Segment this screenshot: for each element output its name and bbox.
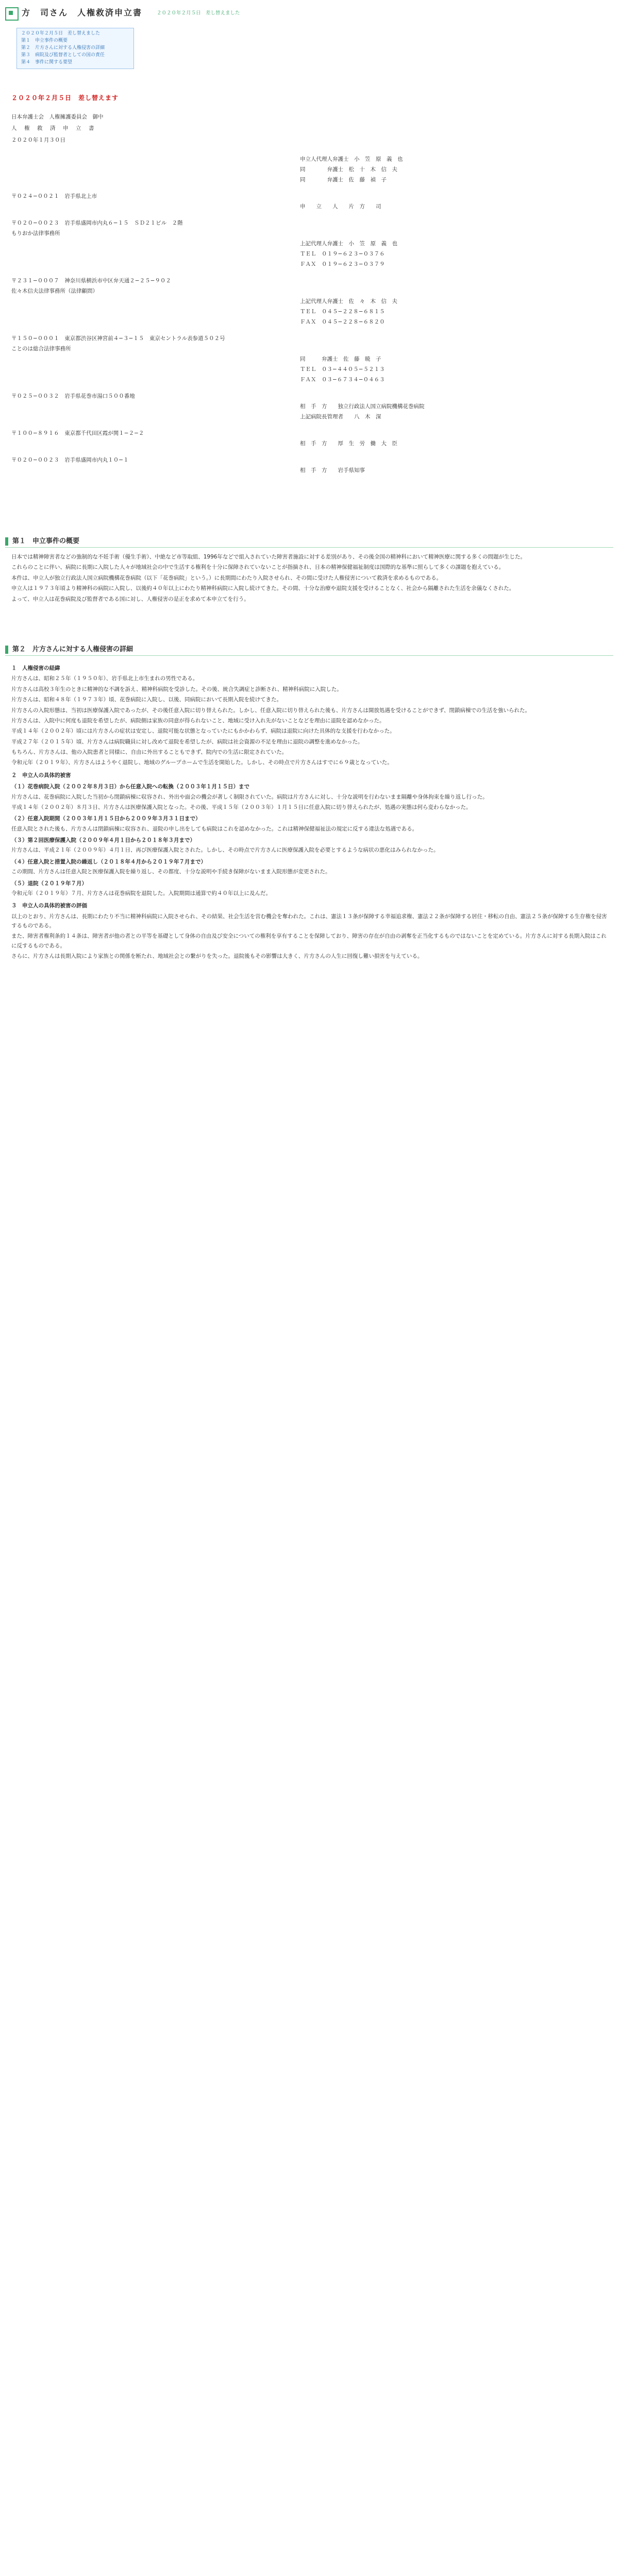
party-name: ＦＡＸ ０１９−６２３−０３７９ — [300, 261, 385, 267]
party-name: ＴＥＬ ０１９−６２３−０３７６ — [300, 251, 385, 257]
paragraph: よって、申立人は花巻病院及び監督者である国に対し、人権侵害の是正を求めて本申立てを行う。 — [11, 596, 249, 602]
paragraph: 片方さんは、昭和２５年（１９５０年）、岩手県北上市生まれの男性である。 — [11, 675, 198, 682]
party-name: 相 手 方 厚 生 労 働 大 臣 — [300, 440, 397, 447]
paragraph: 片方さんは、入院中に何度も退院を希望したが、病院側は家族の同意が得られないこと、地域に受け入れ先がないことなどを理由に退院を認めなかった。 — [11, 717, 385, 724]
section-marker-icon — [5, 537, 8, 546]
section-body — [11, 552, 608, 605]
party-name: ＴＥＬ ０３−４４０５−５２１３ — [300, 366, 385, 372]
party-name: 上記病院長管理者 八 木 深 — [300, 414, 381, 420]
toc-item[interactable]: 第４ 事件に関する要望 — [21, 59, 73, 65]
section-title: 第２ 片方さんに対する人権侵害の詳細 — [12, 645, 133, 653]
paragraph: 令和元年（２０１９年）７月、片方さんは花巻病院を退院した。入院期間は通算で約４０年以上に及んだ。 — [11, 890, 271, 896]
paragraph: （４）任意入院と措置入院の繰返し（２０１８年４月から２０１９年７月まで） — [11, 858, 206, 865]
party-address: 〒１５０−０００１ 東京都渋谷区神宮前４−３−１５ 東京セントラル表参道５０２号 — [11, 335, 225, 342]
party-address: 佐々木信夫法律事務所（法律顧問） — [11, 288, 98, 294]
party-address: 〒０２４−００２１ 岩手県北上市 — [11, 193, 97, 199]
addressee-line: 日本弁護士会 人権擁護委員会 御中 — [11, 114, 104, 120]
party-address: もりおか法律事務所 — [11, 230, 60, 236]
paragraph: 平成１４年（２００２年）８月３日、片方さんは医療保護入院となった。その後、平成１５年（２００３年）１月１５日に任意入院に切り替えられたが、処遇の実態は何ら変わらなかった。 — [11, 804, 472, 810]
party-name: ＦＡＸ ０３−６７３４−０４６３ — [300, 377, 385, 383]
document-header — [5, 5, 240, 21]
party-name: 申 立 人 片 方 司 — [300, 204, 381, 210]
party-name: 申立人代理人弁護士 小 笠 原 義 也 — [300, 156, 403, 162]
section-body — [11, 660, 608, 962]
paragraph: 片方さんは、花巻病院に入院した当初から閉鎖病棟に収容され、外出や面会の機会が著しく制限されていた。病院は片方さんに対し、十分な説明を行わないまま隔離や身体拘束を繰り返し行った。 — [11, 793, 488, 800]
party-row — [11, 455, 527, 465]
update-note: ２０２０年２月５日 差し替えました — [157, 10, 240, 16]
page-title: 方 司さん 人権救済申立書 — [22, 8, 143, 18]
party-address: 〒１００−８９１６ 東京都千代田区霞が関１−２−２ — [11, 430, 144, 436]
toc-item[interactable]: ２０２０年２月５日 差し替えました — [21, 31, 101, 36]
party-name: 上記代理人弁護士 佐 々 木 信 夫 — [300, 298, 397, 304]
party-row — [11, 218, 527, 228]
party-name: 上記代理人弁護士 小 笠 原 義 也 — [300, 241, 397, 247]
party-row — [11, 229, 527, 238]
party-name: 相 手 方 岩手県知事 — [300, 467, 365, 473]
toc-item[interactable]: 第３ 病院及び監督者としての国の責任 — [21, 52, 105, 58]
subsection-heading: １ 人権侵害の経緯 — [11, 665, 60, 671]
party-row — [11, 392, 527, 401]
party-name: 同 弁護士 佐 藤 暁 子 — [300, 356, 381, 362]
paragraph: この期間、片方さんは任意入院と医療保護入院を繰り返し、その都度、十分な説明や手続き保障がないまま入院形態が変更された。 — [11, 869, 331, 875]
filing-date: ２０２０年１月３０日 — [11, 137, 65, 143]
paragraph: これらのことに伴い、病院に長期に入院した人々が地域社会の中で生活する権利を十分に保障されていないことが指摘され、日本の精神保健福祉制度は国際的な基準に照らして多くの課題を抱えている。 — [11, 564, 505, 571]
section-title: 第１ 申立事件の概要 — [12, 537, 80, 545]
paragraph: 平成１４年（２００２年）頃には片方さんの症状は安定し、退院可能な状態となっていたにもかかわらず、病院は退院に向けた具体的な支援を行わなかった。 — [11, 728, 395, 735]
party-name: 相 手 方 独立行政法人国立病院機構花巻病院 — [300, 403, 425, 410]
party-name: ＦＡＸ ０４５−２２８−６８２０ — [300, 319, 385, 325]
party-address: ことのは総合法律事務所 — [11, 346, 71, 352]
paragraph: （２）任意入院期間（２００３年１月１５日から２００９年３月３１日まで） — [11, 816, 201, 822]
section-heading — [5, 536, 613, 548]
paragraph: 以上のとおり、片方さんは、長期にわたり不当に精神科病院に入院させられ、その結果、社会生活を営む機会を奪われた。これは、憲法１３条が保障する幸福追求権、憲法２２条が保障する居住・移転の自由、憲法２５条が保障する生存権を侵害するものである。 — [11, 913, 607, 929]
subsection-heading: ３ 申立人の具体的被害の評価 — [11, 903, 87, 909]
party-name: ＴＥＬ ０４５−２２８−６８１５ — [300, 309, 385, 315]
party-row — [11, 344, 527, 353]
party-row — [11, 429, 527, 438]
toc-item[interactable]: 第２ 片方さんに対する人権侵害の詳細 — [21, 45, 105, 50]
paragraph: 日本では精神障害者などの強制的な不妊手術（優生手術）、中絶など市等取組、1996年などで組入されていた障害者施設に対する差別があり、その後全国の精神科において精神医療に関する多くの問題が生じた。 — [11, 554, 526, 560]
paragraph: 令和元年（２０１９年）、片方さんはようやく退院し、地域のグループホームで生活を開始した。しかし、その時点で片方さんはすでに６９歳となっていた。 — [11, 759, 393, 766]
table-of-contents — [16, 28, 134, 69]
party-row — [11, 276, 527, 285]
paragraph: 片方さんは高校３年生のときに精神的な不調を訴え、精神科病院を受診した。その後、統合失調症と診断され、精神科病院に入院した。 — [11, 686, 342, 692]
party-name: 同 弁護士 佐 藤 禎 子 — [300, 177, 387, 183]
paragraph: （５）退院（２０１９年７月） — [11, 880, 87, 887]
paragraph: もちろん、片方さんは、他の入院患者と同様に、自由に外出することもできず、院内での生活に限定されていた。 — [11, 749, 288, 755]
replacement-date: ２０２０年２月５日 差し替えます — [11, 94, 119, 101]
party-address: 〒２３１−０００７ 神奈川県横浜市中区弁天通２−２５−９０２ — [11, 278, 171, 284]
subsection-heading: ２ 申立人の具体的被害 — [11, 772, 71, 778]
paragraph: 片方さんは、平成２１年（２００９年）４月１日、再び医療保護入院とされた。しかし、その時点で片方さんに医療保護入院を必要とするような病状の悪化はみられなかった。 — [11, 847, 439, 854]
document-logo-icon — [5, 7, 19, 21]
section-heading — [5, 644, 613, 656]
party-row — [11, 286, 527, 296]
party-row — [11, 334, 527, 343]
paragraph: 平成２７年（２０１５年）頃、片方さんは病院職員に対し改めて退院を希望したが、病院は社会資源の不足を理由に退院の調整を進めなかった。 — [11, 738, 363, 745]
party-address: 〒０２０−００２３ 岩手県盛岡市内丸６−１５ ＳＤ２１ビル ２階 — [11, 220, 183, 226]
paragraph: （１）花巻病院入院（２００２年８月３日）から任意入院への転換（２００３年１月１５日）まで — [11, 784, 249, 790]
paragraph: 申立人は１９７３年頃より精神科の病院に入院し、以後約４０年以上にわたり精神科病院に入院し続けてきた。その間、十分な治療や退院支援を受けることなく、社会から隔離された生活を余儀なくされた。 — [11, 585, 515, 592]
document-heading: 人 権 救 済 申 立 書 — [11, 125, 95, 132]
party-row — [11, 192, 527, 201]
paragraph: 片方さんは、昭和４８年（１９７３年）頃、花巻病院に入院し、以後、同病院において長期入院を続けてきた。 — [11, 697, 282, 703]
section-marker-icon — [5, 646, 8, 654]
addressee-block — [11, 112, 609, 145]
party-address: 〒０２５−００３２ 岩手県花巻市湯口５００番地 — [11, 393, 135, 399]
paragraph: さらに、片方さんは長期入院により家族との関係を断たれ、地域社会との繋がりを失った。退院後もその影響は大きく、片方さんの人生に回復し難い損害を与えている。 — [11, 953, 423, 960]
paragraph: 任意入院とされた後も、片方さんは閉鎖病棟に収容され、退院の申し出をしても病院はこれを認めなかった。これは精神保健福祉法の規定に反する違法な処遇である。 — [11, 825, 418, 832]
party-address: 〒０２０−００２３ 岩手県盛岡市内丸１０−１ — [11, 457, 129, 463]
paragraph: （３）第２回医療保護入院（２００９年４月１日から２０１８年３月まで） — [11, 837, 195, 843]
toc-item[interactable]: 第１ 申立事件の概要 — [21, 38, 68, 43]
paragraph: 片方さんの入院形態は、当初は医療保護入院であったが、その後任意入院に切り替えられた。しかし、任意入院に切り替えられた後も、片方さんは開放処遇を受けることができず、閉鎖病棟での生活を強いられた。 — [11, 707, 531, 714]
paragraph: 本件は、申立人が独立行政法人国立病院機構花巻病院（以下「花巻病院」という。）に長期間にわたり入院させられ、その間に受けた人権侵害について救済を求めるものである。 — [11, 574, 442, 581]
party-name: 同 弁護士 松 十 木 信 夫 — [300, 166, 397, 173]
paragraph: また、障害者権利条約１４条は、障害者が他の者との平等を基礎として身体の自由及び安全についての権利を享有することを保障しており、障害の存在が自由の剥奪を正当化するものではないことを定めている。片方さんに対する長期入院はこれに反するものである。 — [11, 933, 607, 949]
